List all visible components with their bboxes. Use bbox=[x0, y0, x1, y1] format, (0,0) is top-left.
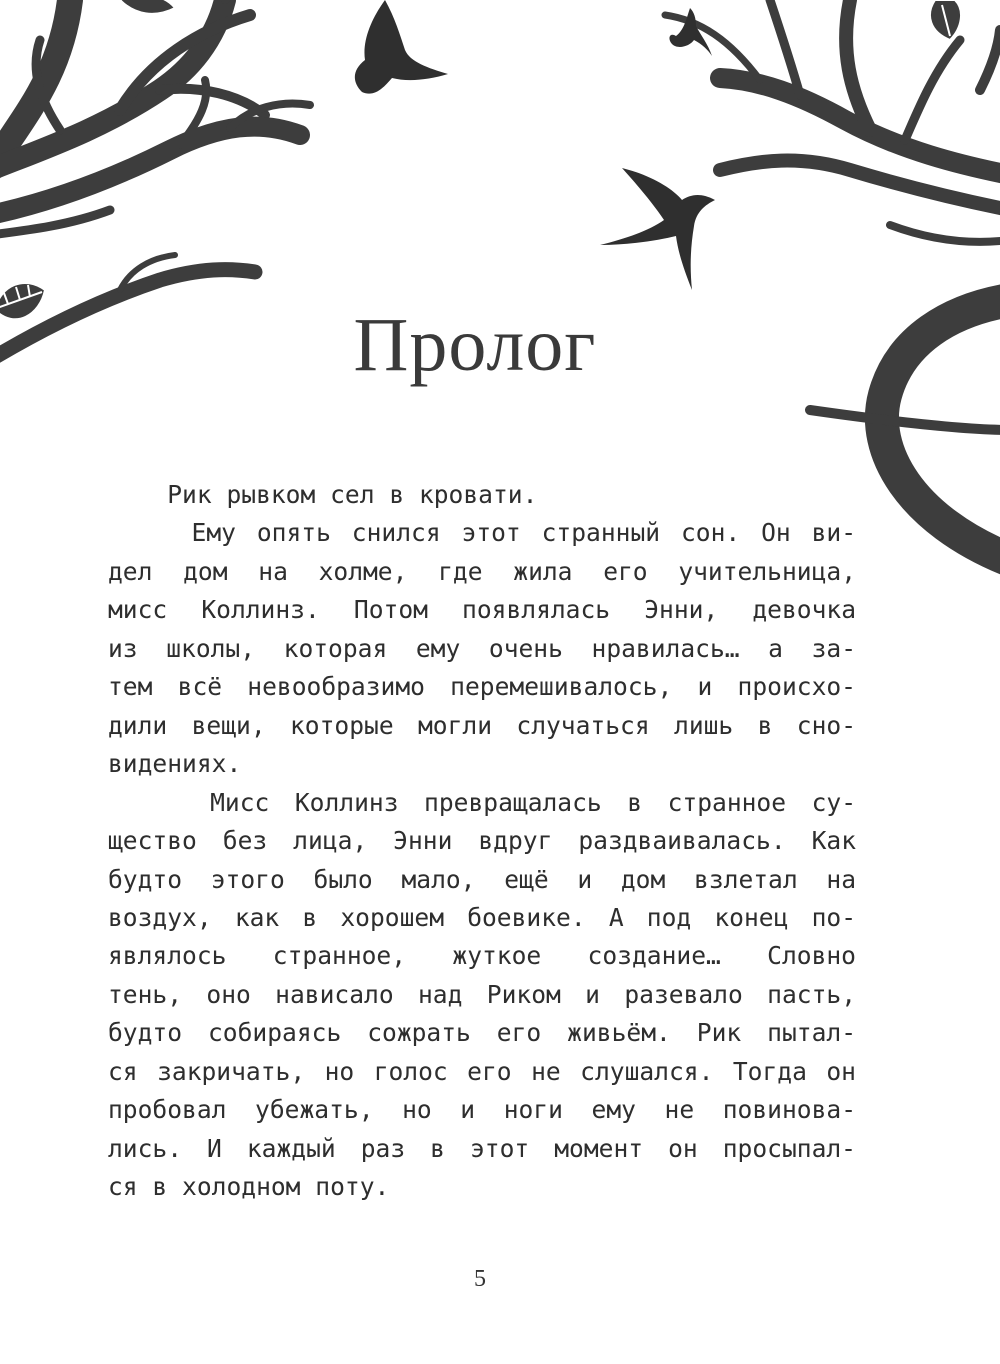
paragraph bbox=[108, 784, 856, 1207]
leaf-icon bbox=[120, 0, 175, 14]
paragraph bbox=[108, 476, 856, 514]
text-line: будто этого было мало, ещё и дом взлетал на bbox=[108, 864, 856, 894]
chapter-body bbox=[108, 476, 856, 1207]
chapter-title: Пролог bbox=[353, 303, 597, 387]
text-line: дили вещи, которые могли случаться лишь в сно- bbox=[108, 710, 856, 740]
text-line: мисс Коллинз. Потом появлялась Энни, девочка bbox=[108, 595, 856, 625]
text-line: пробовал убежать, но и ноги ему не повинова- bbox=[108, 1095, 856, 1125]
leaf-icon bbox=[930, 0, 961, 40]
text-line: ся в холодном поту. bbox=[108, 1172, 390, 1202]
text-line: Ему опять снился этот странный сон. Он ви- bbox=[108, 518, 856, 548]
text-line: лись. И каждый раз в этот момент он просыпал- bbox=[108, 1133, 856, 1163]
page-number: 5 bbox=[474, 1266, 486, 1292]
text-line: будто собираясь сожрать его живьём. Рик пытал- bbox=[108, 1018, 856, 1048]
swallow-icon bbox=[600, 168, 715, 290]
text-line: щество без лица, Энни вдруг раздваивалась. Как bbox=[108, 826, 856, 856]
text-line: тень, оно нависало над Риком и разевало пасть, bbox=[108, 979, 856, 1009]
text-line: являлось странное, жуткое создание… Словно bbox=[108, 941, 856, 971]
text-line: видениях. bbox=[108, 749, 242, 779]
bird-icon bbox=[355, 0, 448, 94]
text-line: Рик рывком сел в кровати. bbox=[108, 480, 538, 509]
text-line: из школы, которая ему очень нравилась… а за- bbox=[108, 633, 856, 663]
text-line: дел дом на холме, где жила его учительница, bbox=[108, 556, 856, 586]
paragraph bbox=[108, 514, 856, 783]
text-line: ся закричать, но голос его не слушался. Тогда он bbox=[108, 1056, 856, 1086]
text-line: тем всё невообразимо перемешивалось, и происхо- bbox=[108, 672, 856, 702]
text-line: воздух, как в хорошем боевике. А под конец по- bbox=[108, 902, 856, 932]
text-line: Мисс Коллинз превращалась в странное су- bbox=[108, 787, 856, 817]
